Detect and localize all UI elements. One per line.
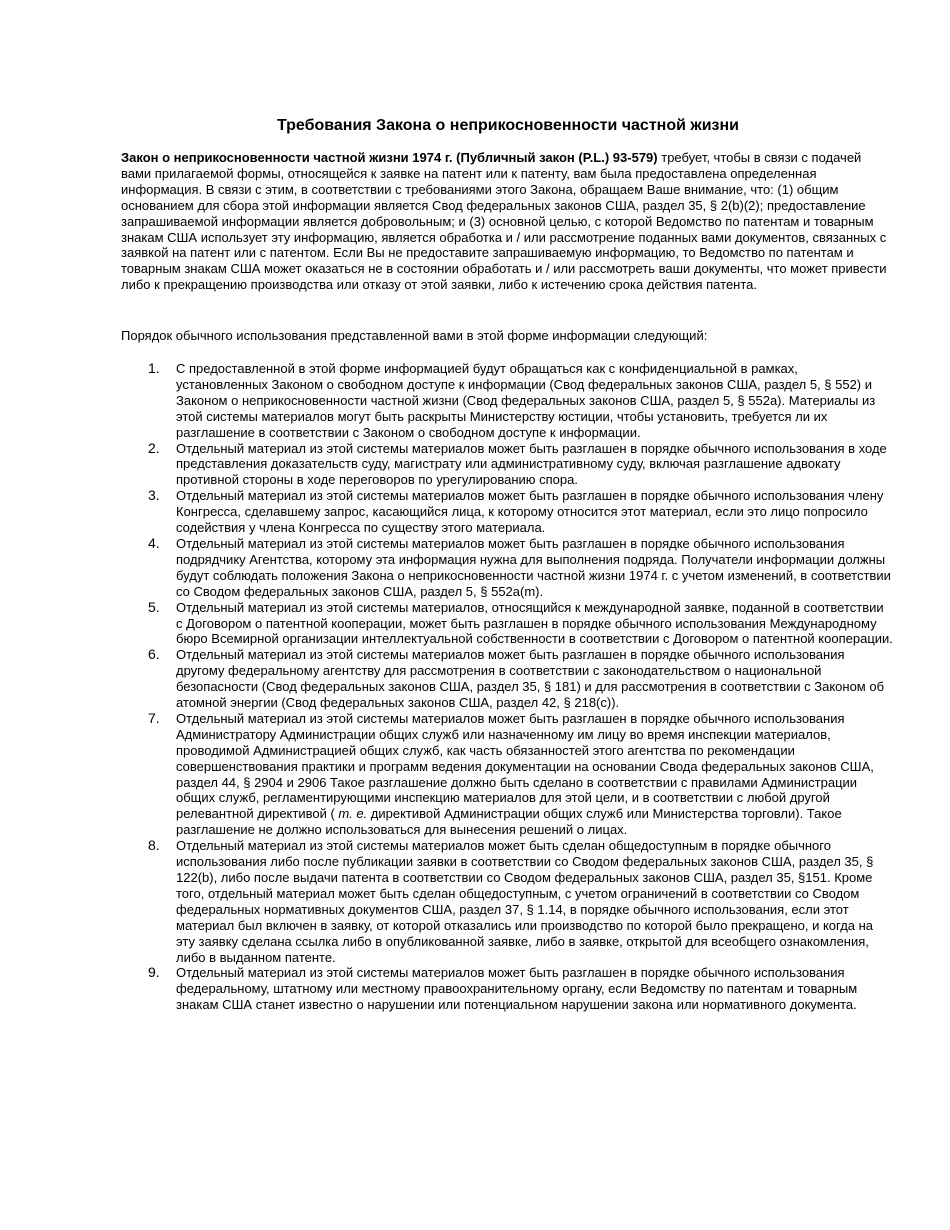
- list-item: [148, 838, 893, 965]
- list-item-number: 9.: [148, 964, 160, 981]
- list-item-text: Отдельный материал из этой системы материалов может быть разглашен в порядке обычного использования подрядчику Агентства, которому эта информация нужна для выполнения подряда. Получатели информации должны будут соблюдать положения Закона о неприкосновенности частной жизни 1974 г. с учетом изменений, в соответствии со Сводом федеральных законов США, раздел 5, § 552a(m).: [176, 535, 891, 599]
- list-item-text: Отдельный материал из этой системы материалов, относящийся к международной заявке, поданной в соответствии с Договором о патентной кооперации, может быть разглашен в порядке обычного использования Международному бюро Всемирной организации интеллектуальной собственности в соответствии с Договором о патентной кооперации.: [176, 599, 893, 647]
- list-item-text: Отдельный материал из этой системы материалов может быть разглашен в порядке обычного использования другому федеральному агентству для рассмотрения в соответствии с законодательством о национальной безопасности (Свод федеральных законов США, раздел 35, § 181) и для рассмотрения в соответствии с Законом об атомной энергии (Свод федеральных законов США, раздел 42, § 218(c)).: [176, 647, 885, 711]
- list-item: [148, 441, 893, 489]
- list-item-number: 3.: [148, 487, 160, 504]
- page-title: Требования Закона о неприкосновенности частной жизни: [276, 117, 740, 134]
- list-item-number: 7.: [148, 709, 160, 726]
- list-item-number: 5.: [148, 598, 160, 615]
- list-item-number: 2.: [148, 439, 160, 456]
- list-item-text-part: Отдельный материал из этой системы материалов может быть разглашен в порядке обычного использования Администратору Администрации общих служб или назначенному им лицу во время инспекции материалов, проводимой Администрацией общих служб, как часть обязанностей этого агентства по рекомендации совершенствования практики и программ ведения документации на основании Свода федеральных законов США, раздел 44, § 2904 и 2906 Такое разглашение должно быть сделано в соответствии с правилами Администрации общих служб, регламентирующими инспекцию материалов для этой цели, и в соответствии с любой другой релевантной директивой (: [176, 710, 874, 822]
- list-item: [148, 965, 893, 1013]
- list-item-text-part: директивой Администрации общих служб или Министерства торговли). Такое разглашение не должно использоваться для вынесения решений о лицах.: [176, 806, 842, 838]
- list-item-number: 4.: [148, 534, 160, 551]
- intro-paragraph: [121, 150, 893, 293]
- list-item: [148, 711, 893, 838]
- list-item-number: 8.: [148, 837, 160, 854]
- list-item-text: Отдельный материал из этой системы материалов может быть разглашен в порядке обычного использования члену Конгресса, сделавшему запрос, касающийся лица, к которому относится этот материал, если это лицо попросило содействия у члена Конгресса по существу этого материала.: [176, 488, 884, 536]
- list-item-text: С предоставленной в этой форме информацией будут обращаться как с конфиденциальной в рамках, установленных Законом о свободном доступе к информации (Свод федеральных законов США, раздел 5, § 552) и Законом о неприкосновенности частной жизни (Свод федеральных законов США, раздел 5, § 552a). Материалы из этой системы материалов могут быть раскрыты Министерству юстиции, чтобы установить, требуется ли их разглашение в соответствии с Законом о свободном доступе к информации.: [176, 361, 876, 440]
- list-item-number: 6.: [148, 646, 160, 663]
- list-item: [148, 647, 893, 711]
- list-item-text: Отдельный материал из этой системы материалов может быть разглашен в порядке обычного использования в ходе представления доказательств суду, магистрату или административному суду, включая разглашение адвокату противной стороны в ходе переговоров по урегулированию спора.: [176, 440, 887, 488]
- intro-law-title: Закон о неприкосновенности частной жизни 1974 г. (Публичный закон (P.L.) 93-579): [121, 150, 658, 165]
- list-item-number: 1.: [148, 360, 160, 376]
- intro-text: требует, чтобы в связи с подачей вами прилагаемой формы, относящейся к заявке на патент или к патенту, вам была предоставлена определенная информация. В связи с этим, в соответствии с требованиями этого Закона, обращаем Ваше внимание, что: (1) общим основанием для сбора этой информации является Свод федеральных законов США, раздел 35, § 2(b)(2); предоставление запрашиваемой информации является добровольным; и (3) основной целью, с которой Ведомство по патентам и товарным знакам США использует эту информацию, является обработка и / или рассмотрение поданных вами документов, связанных с заявкой на патент или с патентом. Если Вы не предоставите запрашиваемую информацию, то Ведомство по патентам и товарным знакам США может оказаться не в состоянии обработать и / или рассмотреть ваши документы, что может привести либо к прекращению производства или отказу от этой заявки, либо к истечению срока действия патента.: [121, 150, 887, 293]
- list-item: [148, 536, 893, 600]
- list-item: [148, 600, 893, 648]
- list-item-text: Отдельный материал из этой системы материалов может быть разглашен в порядке обычного использования федеральному, штатному или местному правоохранительному органу, если Ведомству по патентам и товарным знакам США станет известно о нарушении или потенциальном нарушении закона или нормативного документа.: [176, 965, 858, 1013]
- list-item-text: [176, 711, 893, 838]
- list-item-text: Отдельный материал из этой системы материалов может быть сделан общедоступным в порядке обычного использования либо после публикации заявки в соответствии со Сводом федеральных законов США, раздел 35, § 122(b), либо после выдачи патента в соответствии со Сводом федеральных законов США, раздел 35, §151. Кроме того, отдельный материал может быть сделан общедоступным, с учетом ограничений в соответствии со Сводом федеральных нормативных документов США, раздел 37, § 1.14, в порядке обычного использования, если этот материал был включен в заявку, от которой отказались или производство по которой было прекращено, и когда на эту заявку сделана ссылка либо в опубликованной заявке, либо в заявке, открытой для всеобщего ознакомления, либо в выданном патенте.: [176, 838, 874, 965]
- routine-use-list: [148, 361, 893, 1013]
- list-item: [148, 361, 893, 441]
- list-item: [148, 488, 893, 536]
- list-item-italic: т. е.: [338, 806, 368, 822]
- routine-use-heading: Порядок обычного использования представленной вами в этой форме информации следующий:: [121, 328, 708, 343]
